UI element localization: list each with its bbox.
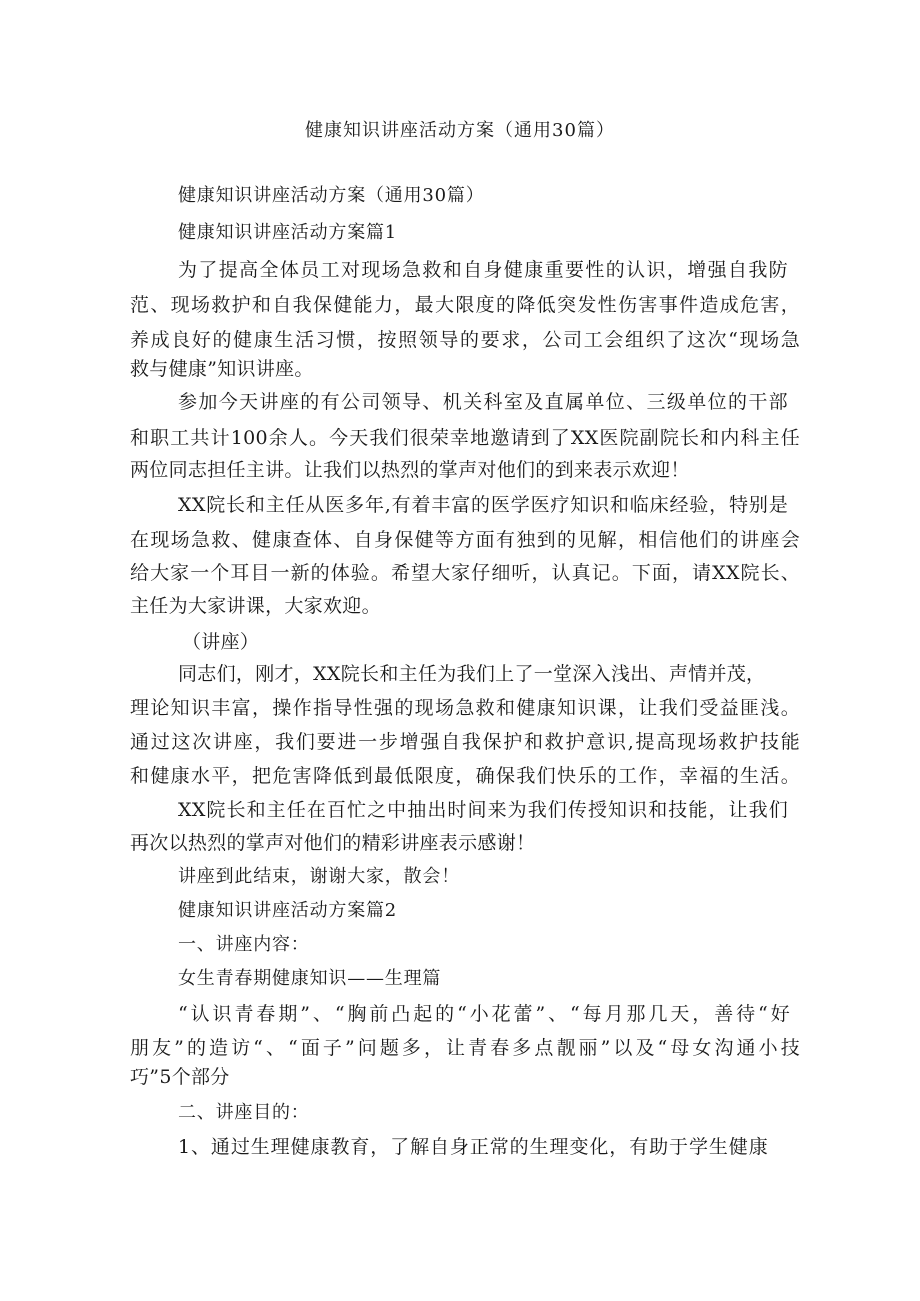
paragraph-line: 同志们，刚才，XX院长和主任为我们上了一堂深入浅出、声情并茂， <box>178 663 766 685</box>
paragraph-line: XX院长和主任从医多年,有着丰富的医学医疗知识和临床经验，特别是 <box>178 494 788 516</box>
paragraph-line: 参加今天讲座的有公司领导、机关科室及直属单位、三级单位的干部 <box>178 391 788 413</box>
lecture-note: （讲座） <box>182 631 260 653</box>
paragraph-line: 养成良好的健康生活习惯，按照领导的要求，公司工会组织了这次“现场急 <box>130 329 800 351</box>
paragraph-line: 范、现场救护和自我保健能力，最大限度的降低突发性伤害事件造成危害， <box>130 294 800 316</box>
paragraph-line: 通过这次讲座，我们要进一步增强自我保护和救护意识,提高现场救护技能 <box>130 731 800 753</box>
section-heading-1: 健康知识讲座活动方案篇1 <box>178 222 398 243</box>
subtitle-line: 健康知识讲座活动方案（通用30篇） <box>178 185 485 206</box>
paragraph-line: 朋友”的造访“、“面子”问题多，让青春多点靓丽”以及“母女沟通小技 <box>130 1037 800 1059</box>
paragraph-line: 救与健康”知识讲座。 <box>130 358 314 380</box>
subheading-purpose: 二、讲座目的： <box>178 1102 310 1123</box>
paragraph-line: 女生青春期健康知识——生理篇 <box>178 968 442 989</box>
paragraph-line: 在现场急救、健康查体、自身保健等方面有独到的见解，相信他们的讲座会 <box>130 529 800 551</box>
paragraph-line: 和职工共计100余人。今天我们很荣幸地邀请到了XX医院副院长和内科主任 <box>130 427 800 449</box>
subheading-content: 一、讲座内容： <box>178 934 310 955</box>
section-heading-2: 健康知识讲座活动方案篇2 <box>178 900 398 921</box>
paragraph-line: 为了提高全体员工对现场急救和自身健康重要性的认识，增强自我防 <box>178 259 788 281</box>
paragraph-line: “认识青春期”、“胸前凸起的“小花蕾”、“每月那几天，善待“好 <box>178 1003 790 1025</box>
paragraph-line: 巧”5个部分 <box>130 1066 230 1088</box>
paragraph-line: 和健康水平，把危害降低到最低限度，确保我们快乐的工作，幸福的生活。 <box>130 765 800 787</box>
paragraph-line: 1、通过生理健康教育，了解自身正常的生理变化，有助于学生健康 <box>178 1136 768 1158</box>
paragraph-line: XX院长和主任在百忙之中抽出时间来为我们传授知识和技能，让我们 <box>178 799 788 821</box>
paragraph-line: 主任为大家讲课，大家欢迎。 <box>130 595 381 617</box>
paragraph-line: 再次以热烈的掌声对他们的精彩讲座表示感谢！ <box>130 832 536 854</box>
paragraph-line: 讲座到此结束，谢谢大家，散会！ <box>178 866 460 887</box>
paragraph-line: 理论知识丰富，操作指导性强的现场急救和健康知识课，让我们受益匪浅。 <box>130 697 800 719</box>
paragraph-line: 两位同志担任主讲。让我们以热烈的掌声对他们的到来表示欢迎！ <box>130 459 690 481</box>
paragraph-line: 给大家一个耳目一新的体验。希望大家仔细听，认真记。下面，请XX院长、 <box>130 562 800 584</box>
document-title: 健康知识讲座活动方案（通用30篇） <box>305 120 615 141</box>
